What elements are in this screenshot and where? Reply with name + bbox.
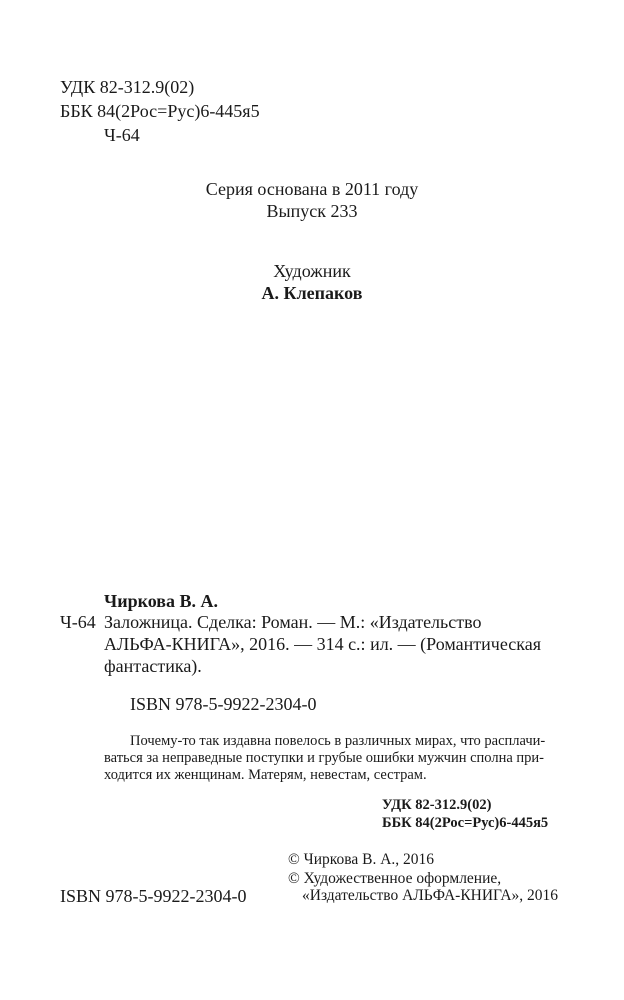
author-name: Чиркова В. А. [104, 591, 219, 611]
artist-label: Художник [273, 261, 351, 281]
bib-line: фантастика). [104, 656, 202, 676]
bib-line: АЛЬФА-КНИГА», 2016. — 314 с.: ил. — (Романтическая [104, 634, 542, 654]
series-founded: Серия основана в 2011 году [205, 179, 419, 199]
isbn-number: ISBN 978-5-9922-2304-0 [130, 694, 317, 714]
annotation-line: ходится их женщинам. Матерям, невестам, сестрам. [104, 767, 427, 783]
bib-code: Ч-64 [60, 612, 96, 632]
footer-isbn-number: ISBN 978-5-9922-2304-0 [60, 886, 247, 906]
footer-bbk-code: ББК 84(2Рос=Рус)6-445я5 [382, 815, 549, 831]
artist-name: А. Клепаков [261, 283, 363, 303]
series-issue: Выпуск 233 [266, 201, 358, 221]
copyright-line: © Художественное оформление, [288, 870, 502, 887]
author-sign-code: Ч-64 [104, 125, 140, 145]
annotation-line: ваться за неправедные поступки и грубые ошибки мужчин сполна при- [104, 750, 545, 766]
bbk-code: ББК 84(2Рос=Рус)6-445я5 [60, 101, 260, 121]
series-info [0, 178, 624, 222]
artist-credit [0, 260, 624, 304]
footer-udk-code: УДК 82-312.9(02) [382, 797, 492, 813]
annotation-line: Почему-то так издавна повелось в различных мирах, что расплачи- [130, 733, 546, 749]
bib-line: Заложница. Сделка: Роман. — М.: «Издательство [104, 612, 482, 632]
copyright-line: «Издательство АЛЬФА-КНИГА», 2016 [302, 887, 559, 904]
copyright-line: © Чиркова В. А., 2016 [288, 851, 435, 868]
udk-code: УДК 82-312.9(02) [60, 77, 195, 97]
